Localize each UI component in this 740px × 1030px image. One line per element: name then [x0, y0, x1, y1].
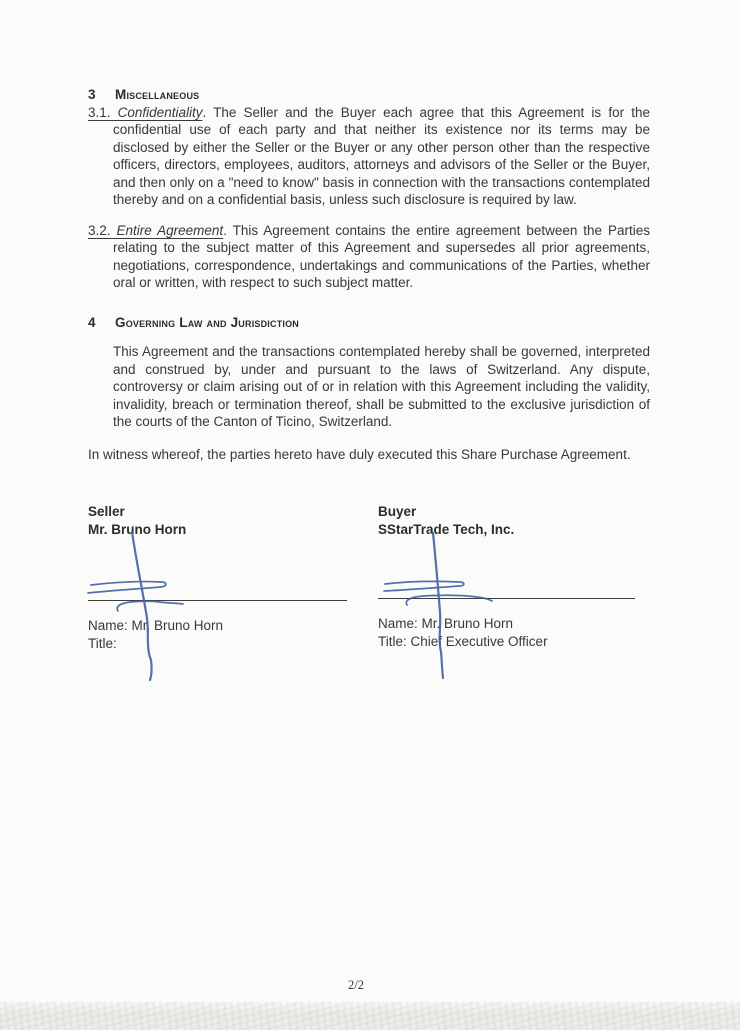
buyer-signature-line: [378, 598, 635, 599]
signature-area: [88, 503, 650, 652]
seller-name-line: Name: Mr. Bruno Horn: [88, 618, 224, 633]
section-4-heading: [88, 314, 650, 332]
seller-role-label: Seller: [88, 504, 125, 519]
seller-signature-line: [88, 600, 347, 601]
document-body: [88, 86, 650, 652]
clause-3-2-number: 3.2.: [88, 222, 117, 238]
buyer-title-line: Title: Chief Executive Officer: [378, 633, 548, 649]
seller-party-name: Mr. Bruno Horn: [88, 521, 187, 537]
clause-3-1-number: 3.1.: [88, 104, 118, 120]
buyer-signature-block: [378, 503, 635, 652]
page-number: 2/2: [348, 978, 364, 992]
clause-3-1-body: . The Seller and the Buyer each agree that this Agreement is for the confidential use of each party and that neither its existence nor its terms may be disclosed by either the Seller or the Buyer or any other person other than the respective officers, directors, employees, auditors, attorneys and advisors of the Seller or the Buyer, and then only on a "need to know" basis in connection with the transactions contemplated thereby and on a confidential basis, unless such disclosure is required by law.: [113, 104, 650, 207]
governing-law-paragraph: This Agreement and the transactions contemplated hereby shall be governed, interpreted and construed by, under and pursuant to the laws of Switzerland. Any dispute, controversy or claim arising out of or in relation with this Agreement including the validity, invalidity, breach or termination thereof, shall be submitted to the exclusive jurisdiction of the courts of the Canton of Ticino, Switzerland.: [113, 344, 650, 429]
section-4-title: Governing Law and Jurisdiction: [115, 314, 300, 330]
clause-3-2: [88, 222, 650, 292]
buyer-role-label: Buyer: [378, 504, 417, 519]
buyer-party-name: SStarTrade Tech, Inc.: [378, 521, 515, 537]
witness-clause: In witness whereof, the parties hereto have duly executed this Share Purchase Agreement.: [88, 446, 631, 462]
seller-title-line: Title:: [88, 635, 117, 651]
clause-3-2-term: Entire Agreement: [116, 222, 224, 238]
section-3-number: 3: [88, 87, 96, 102]
section-3-title: Miscellaneous: [115, 87, 200, 102]
section-4-number: 4: [88, 314, 96, 330]
buyer-name-line: Name: Mr. Bruno Horn: [378, 616, 514, 631]
clause-3-2-body: . This Agreement contains the entire agreement between the Parties relating to the subject matter of this Agreement and supersedes all prior agreements, negotiations, correspondence, undertakings and communications of the Parties, whether oral or written, with respect to such subject matter.: [113, 222, 650, 290]
clause-3-1: [88, 104, 650, 209]
scan-artifact-band: [0, 1002, 740, 1030]
seller-signature-block: [88, 503, 347, 652]
section-3-heading: [88, 86, 650, 104]
clause-3-1-term: Confidentiality: [117, 104, 203, 120]
